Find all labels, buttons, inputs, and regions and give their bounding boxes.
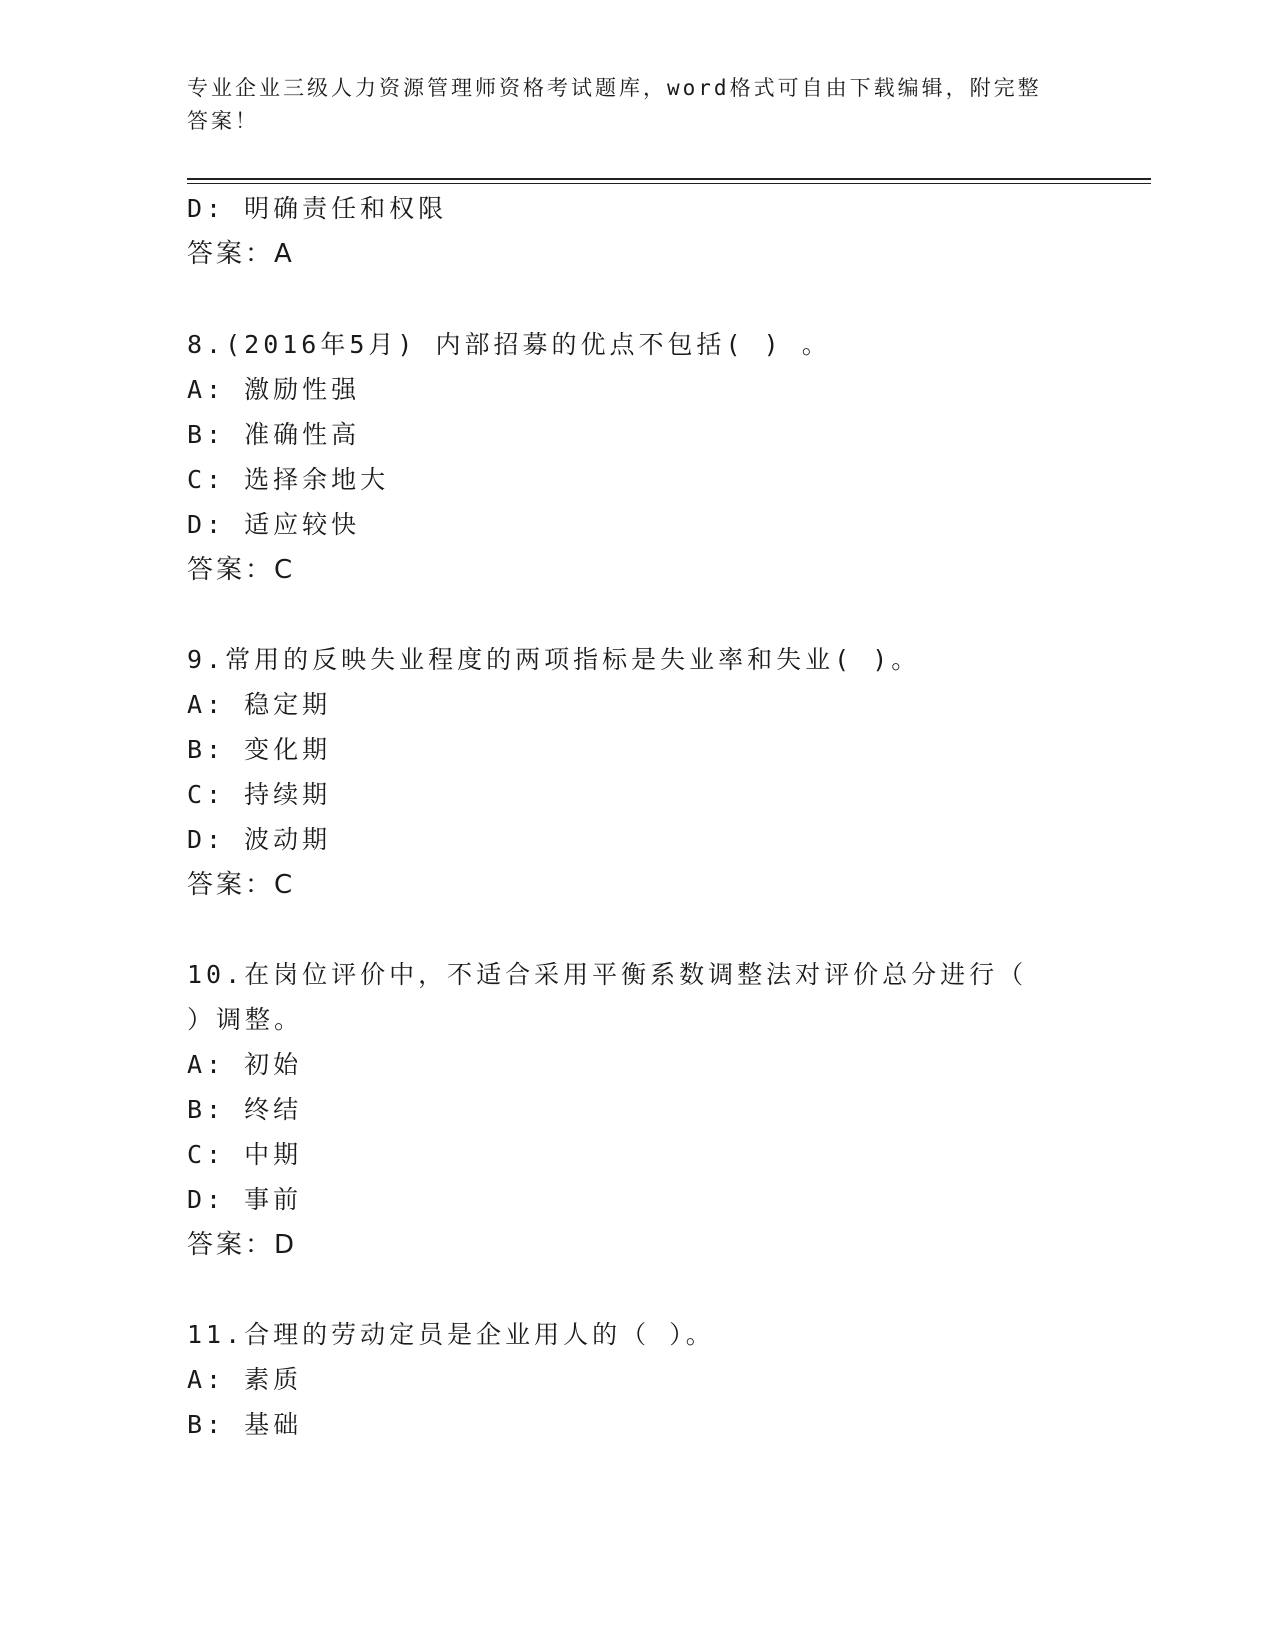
q8-answer: 答案：C [187, 555, 296, 585]
q8-option-c: C: 选择余地大 [187, 465, 390, 494]
header-line-2: 答案！ [187, 109, 259, 133]
q10-answer: 答案：D [187, 1230, 298, 1260]
q10-question-line-2: ）调整。 [187, 1005, 304, 1034]
q8-option-b: B: 准确性高 [187, 420, 361, 449]
header-rule-thin [187, 183, 1151, 184]
q8-option-d: D: 适应较快 [187, 510, 361, 539]
q10-option-b: B: 终结 [187, 1095, 303, 1124]
q9-option-b: B: 变化期 [187, 735, 332, 764]
q7-option-d: D: 明确责任和权限 [187, 194, 448, 223]
q11-question: 11.合理的劳动定员是企业用人的（ ）。 [187, 1320, 715, 1349]
q9-option-d: D: 波动期 [187, 825, 332, 854]
q10-question-line-1: 10.在岗位评价中，不适合采用平衡系数调整法对评价总分进行（ [187, 960, 1028, 989]
q9-option-a: A: 稳定期 [187, 690, 332, 719]
header-rule-thick [187, 178, 1151, 180]
q9-option-c: C: 持续期 [187, 780, 332, 809]
q10-option-a: A: 初始 [187, 1050, 303, 1079]
q11-option-b: B: 基础 [187, 1410, 303, 1439]
q11-option-a: A: 素质 [187, 1365, 303, 1394]
q7-answer: 答案：A [187, 239, 295, 269]
q9-answer: 答案：C [187, 870, 296, 900]
document-header [187, 72, 1067, 138]
q8-option-a: A: 激励性强 [187, 375, 361, 404]
q10-option-d: D: 事前 [187, 1185, 303, 1214]
q9-question: 9.常用的反映失业程度的两项指标是失业率和失业( )。 [187, 645, 921, 674]
header-line-1: 专业企业三级人力资源管理师资格考试题库，word格式可自由下载编辑，附完整 [187, 76, 1042, 100]
q8-question: 8.(2016年5月) 内部招募的优点不包括( ) 。 [187, 330, 831, 359]
q10-option-c: C: 中期 [187, 1140, 303, 1169]
